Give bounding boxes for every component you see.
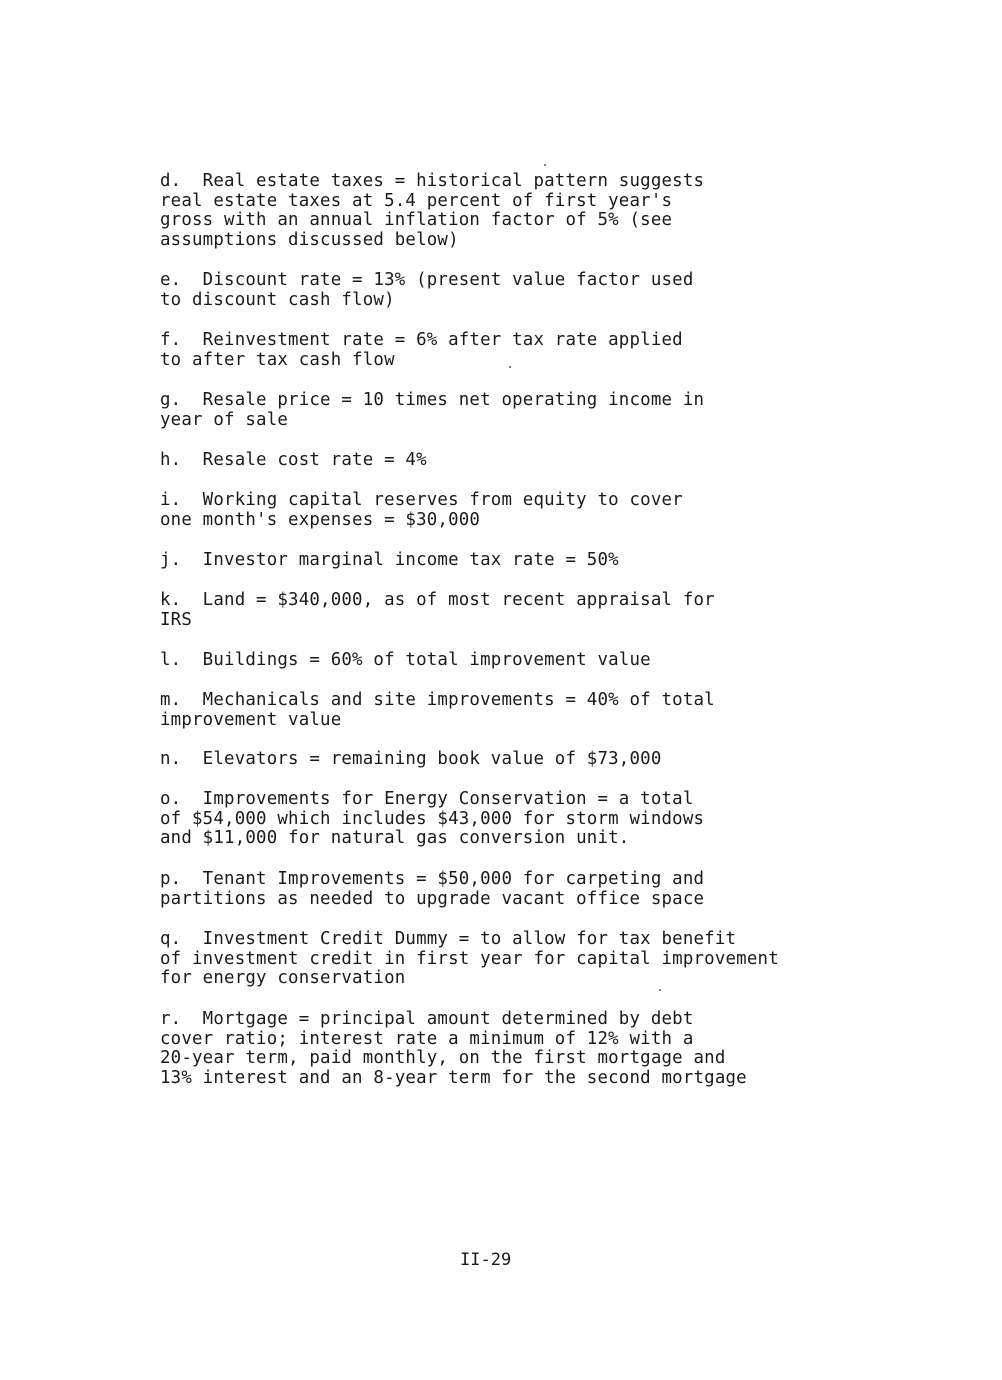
- text-line: f. Reinvestment rate = 6% after tax rate applied: [160, 330, 683, 350]
- text-line: n. Elevators = remaining book value of $73,000: [160, 749, 662, 769]
- scan-speck: [509, 366, 511, 368]
- assumption-item-n: [160, 750, 880, 770]
- text-line: year of sale: [160, 409, 289, 430]
- text-line: improvement value: [160, 709, 342, 730]
- text-line: 20-year term, paid monthly, on the first mortgage and: [160, 1048, 726, 1068]
- text-line: i. Working capital reserves from equity to cover: [160, 490, 683, 510]
- text-line: gross with an annual inflation factor of 5% (see: [160, 210, 673, 230]
- text-line: o. Improvements for Energy Conservation = a total: [160, 789, 694, 809]
- text-line: 13% interest and an 8-year term for the second mortgage: [160, 1067, 747, 1088]
- text-line: q. Investment Credit Dummy = to allow for tax benefit: [160, 929, 737, 949]
- text-line: r. Mortgage = principal amount determined by debt: [160, 1009, 694, 1029]
- assumption-item-h: [160, 451, 880, 471]
- text-line: cover ratio; interest rate a minimum of 12% with a: [160, 1028, 694, 1049]
- text-line: p. Tenant Improvements = $50,000 for carpeting and: [160, 869, 705, 889]
- text-line: and $11,000 for natural gas conversion unit.: [160, 828, 630, 848]
- text-line: one month's expenses = $30,000: [160, 509, 481, 530]
- text-line: to discount cash flow): [160, 289, 395, 310]
- text-line: IRS: [160, 609, 193, 630]
- assumption-item-j: [160, 551, 880, 571]
- text-line: m. Mechanicals and site improvements = 40% of total: [160, 690, 715, 710]
- assumption-item-q: [160, 930, 880, 989]
- assumption-item-m: [160, 691, 880, 730]
- text-line: of $54,000 which includes $43,000 for storm windows: [160, 808, 705, 829]
- text-line: of investment credit in first year for capital improvement: [160, 948, 779, 969]
- text-line: for energy conservation: [160, 968, 406, 988]
- text-line: d. Real estate taxes = historical pattern suggests: [160, 171, 705, 191]
- assumption-item-p: [160, 870, 880, 909]
- text-line: to after tax cash flow: [160, 349, 395, 370]
- text-line: k. Land = $340,000, as of most recent appraisal for: [160, 590, 715, 610]
- assumption-item-o: [160, 790, 880, 849]
- text-line: h. Resale cost rate = 4%: [160, 450, 427, 470]
- text-line: e. Discount rate = 13% (present value factor used: [160, 270, 694, 290]
- scan-speck: [659, 989, 661, 991]
- assumption-item-d: [160, 172, 880, 250]
- page-number: II-29: [460, 1250, 512, 1270]
- text-line: partitions as needed to upgrade vacant office space: [160, 888, 705, 909]
- text-line: real estate taxes at 5.4 percent of first year's: [160, 190, 673, 211]
- text-line: assumptions discussed below): [160, 229, 459, 250]
- assumption-item-r: [160, 1010, 880, 1088]
- assumption-item-l: [160, 651, 880, 671]
- assumption-item-e: [160, 271, 880, 310]
- assumption-item-k: [160, 591, 880, 630]
- scan-speck: [544, 164, 546, 166]
- assumption-item-f: [160, 331, 880, 370]
- assumption-item-i: [160, 491, 880, 530]
- text-line: g. Resale price = 10 times net operating income in: [160, 390, 705, 410]
- text-line: j. Investor marginal income tax rate = 50%: [160, 550, 619, 570]
- assumption-item-g: [160, 391, 880, 430]
- text-line: l. Buildings = 60% of total improvement value: [160, 650, 651, 670]
